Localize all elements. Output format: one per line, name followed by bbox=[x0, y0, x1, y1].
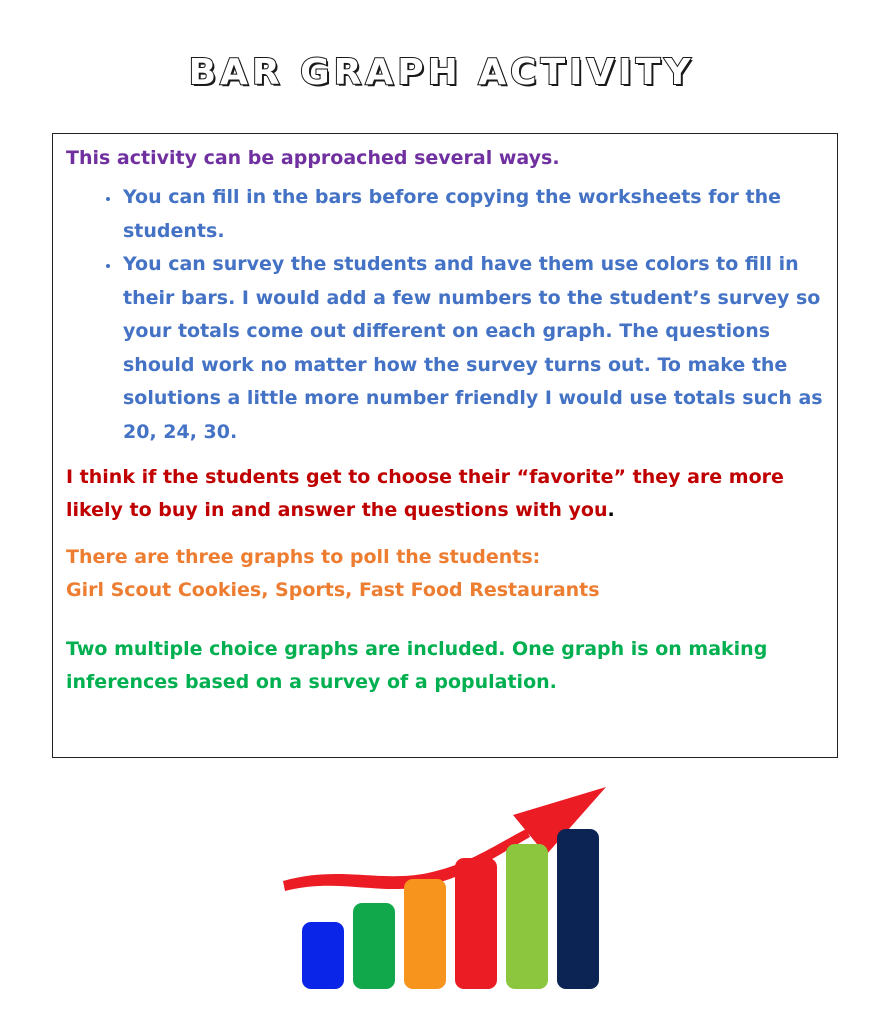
list-item: • You can fill in the bars before copying the worksheets for the students. bbox=[121, 181, 823, 248]
bar-4 bbox=[455, 858, 497, 989]
bar-6 bbox=[557, 829, 599, 989]
poll-intro: There are three graphs to poll the students: bbox=[66, 546, 541, 568]
bar-2 bbox=[353, 903, 395, 989]
bar-3 bbox=[404, 879, 446, 989]
favorite-note-text: I think if the students get to choose their “favorite” they are more likely to buy in and answer the questions with you bbox=[66, 466, 784, 521]
rising-bar-chart-icon bbox=[280, 785, 615, 995]
favorite-note-period: . bbox=[607, 499, 615, 521]
multiple-choice-note: Two multiple choice graphs are included. One graph is on making inferences based on a survey of a population. bbox=[66, 638, 768, 693]
rising-bar-chart-graphic bbox=[280, 785, 615, 995]
bullet-list bbox=[66, 181, 823, 449]
page-title: BAR GRAPH ACTIVITY bbox=[188, 52, 695, 93]
favorite-note bbox=[66, 461, 823, 527]
bar-1 bbox=[302, 922, 344, 989]
list-item: • You can survey the students and have them use colors to fill in their bars. I would add a few numbers to the student’s survey so your totals come out different on each graph. The questions should work no matter how the survey turns out. To make the solutions a little more number friendly I would use totals such as 20, 24, 30. bbox=[121, 248, 823, 449]
intro-text: This activity can be approached several ways. bbox=[66, 147, 560, 169]
instructions-box bbox=[52, 133, 838, 758]
bar-5 bbox=[506, 844, 548, 989]
poll-topics: Girl Scout Cookies, Sports, Fast Food Restaurants bbox=[66, 579, 600, 601]
